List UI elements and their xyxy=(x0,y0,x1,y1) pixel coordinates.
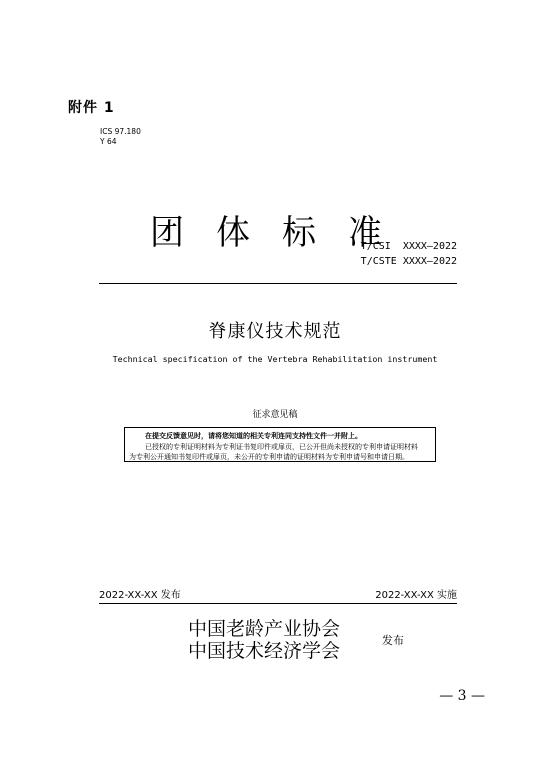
doc-type-char: 标 xyxy=(282,213,316,253)
top-divider xyxy=(99,283,457,284)
draft-label: 征求意见稿 xyxy=(252,410,298,420)
standard-number-cste: T/CSTE XXXX—2022 xyxy=(360,256,457,267)
attachment-label: 附件 1 xyxy=(68,100,115,116)
page-number: — 3 — xyxy=(439,688,485,704)
standard-title-cn: 脊康仪技术规范 xyxy=(208,321,342,342)
notice-line: 已授权的专利证明材料为专利证书复印件或扉页，已公开但尚未授权的专利申请证明材料 xyxy=(145,442,418,451)
patent-notice-box xyxy=(124,427,436,462)
ccs-code: Y 64 xyxy=(100,137,117,146)
bottom-divider xyxy=(99,603,457,604)
organization-name: 中国技术经济学会 xyxy=(188,640,341,662)
ics-code: ICS 97.180 xyxy=(100,127,141,136)
doc-type-char: 准 xyxy=(348,213,382,253)
doc-type-char: 团 xyxy=(150,213,184,253)
organization-name: 中国老龄产业协会 xyxy=(188,618,341,640)
standard-number-csi: T/CSI XXXX—2022 xyxy=(360,241,457,252)
notice-line: 为专利公开通知书复印件或扉页，未公开的专利申请的证明材料为专利申请号和申请日期。 xyxy=(129,453,409,461)
notice-line: 在提交反馈意见时，请将您知道的相关专利连同支持性文件一并附上。 xyxy=(145,432,362,440)
publish-label: 发布 xyxy=(382,634,404,647)
publish-date: 2022-XX-XX 发布 xyxy=(99,590,181,601)
doc-type-char: 体 xyxy=(216,213,250,253)
standard-title-en: Technical specification of the Vertebra Rehabilitation instrument xyxy=(112,354,438,364)
implement-date: 2022-XX-XX 实施 xyxy=(375,590,457,601)
